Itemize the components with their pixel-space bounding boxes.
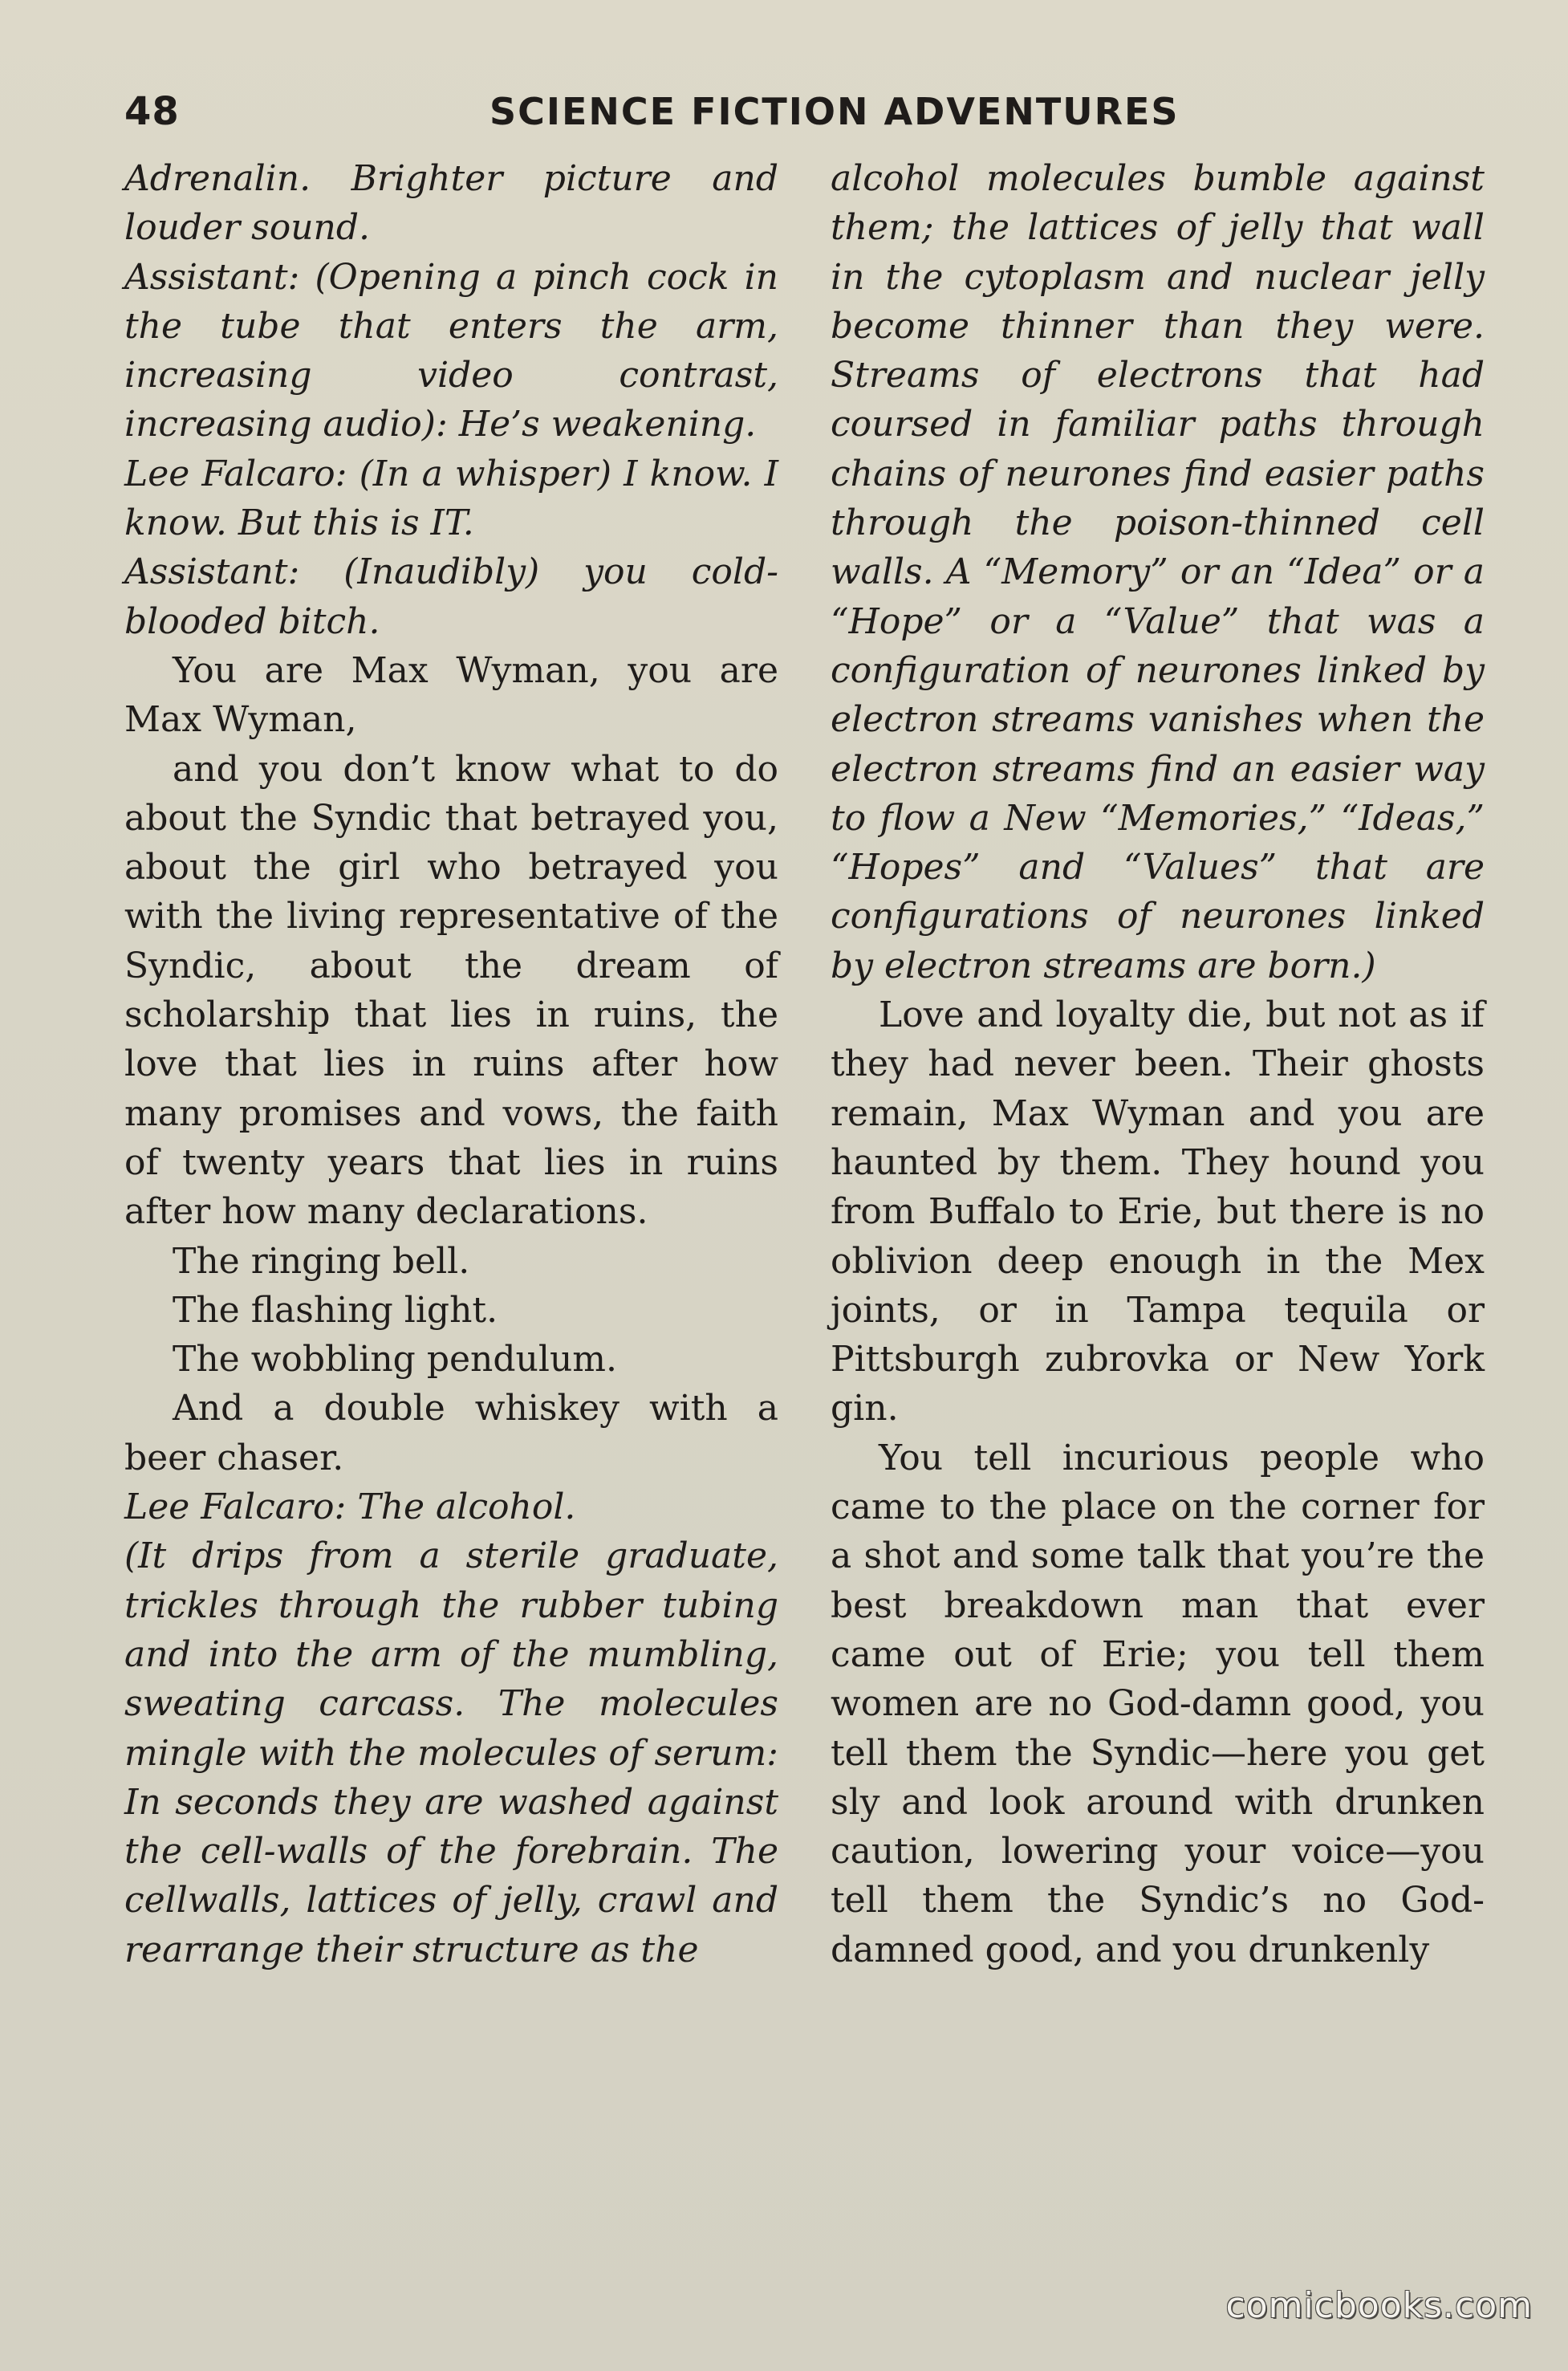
left-column (124, 154, 778, 1974)
dialogue-line: Lee Falcaro: (In a whisper) I know. I know. But this is IT. (124, 453, 778, 544)
watermark-text: comicbooks.com (1225, 2285, 1533, 2326)
paragraph: You are Max Wyman, you are Max Wyman, (124, 649, 778, 741)
paragraph: And a double whiskey with a beer chaser. (124, 1388, 778, 1478)
right-column (831, 154, 1485, 1974)
dialogue-line: Assistant: (Inaudibly) you cold-blooded bitch. (124, 551, 778, 642)
paragraph: The wobbling pendulum. (173, 1339, 617, 1381)
dialogue-line: Assistant: (Opening a pinch cock in the tube that enters the arm, increasing video contrast, increasing audio): He’s weakening. (124, 256, 778, 445)
running-title: SCIENCE FICTION ADVENTURES (489, 90, 1180, 133)
paragraph: The ringing bell. (173, 1240, 470, 1282)
paragraph: The flashing light. (173, 1289, 498, 1331)
paragraph: Love and loyalty die, but not as if they had never been. Their ghosts remain, Max Wyman and you are haunted by them. They hound you from Buffalo to Erie, but there is no oblivion deep enough in the Mex joints, or in Tampa tequila or Pittsburgh zubrovka or New York gin. (831, 994, 1485, 1430)
page-number: 48 (124, 89, 180, 134)
stage-direction: Adrenalin. Brighter picture and louder sound. (124, 158, 778, 249)
paragraph: You tell incurious people who came to the place on the corner for a shot and some talk that you’re the best breakdown man that ever came out of Erie; you tell them women are no God-damn good, you tell them the Syndic—here you get sly and look around with drunken caution, lowering your voice—you tell them the Syndic’s no God-damned good, and you drunkenly (831, 1437, 1485, 1970)
stage-direction: alcohol molecules bumble against them; the lattices of jelly that wall in the cytoplasm and nuclear jelly become thinner than they were. Streams of electrons that had coursed in familiar paths through chains of neurones find easier paths through the poison-thinned cell walls. A “Memory” or an “Idea” or a “Hope” or a “Value” that was a configuration of neurones linked by electron streams vanishes when the electron streams find an easier way to flow a New “Memories,” “Ideas,” “Hopes” and “Values” that are configurations of neurones linked by electron streams are born.) (831, 158, 1485, 986)
paragraph: and you don’t know what to do about the Syndic that betrayed you, about the girl who betrayed you with the living representative of the Syndic, about the dream of scholarship that lies in ruins, the love that lies in ruins after how many promises and vows, the faith of twenty years that lies in ruins after how many declarations. (124, 748, 778, 1233)
dialogue-line: Lee Falcaro: The alcohol. (124, 1486, 576, 1528)
stage-direction: (It drips from a sterile graduate, trickles through the rubber tubing and into the arm of the mumbling, sweating carcass. The molecules mingle with the molecules of serum: In seconds they are washed against the cell-walls of the forebrain. The cellwalls, lattices of jelly, crawl and rearrange their structure as the (124, 1535, 778, 1970)
page-header (124, 83, 1180, 140)
